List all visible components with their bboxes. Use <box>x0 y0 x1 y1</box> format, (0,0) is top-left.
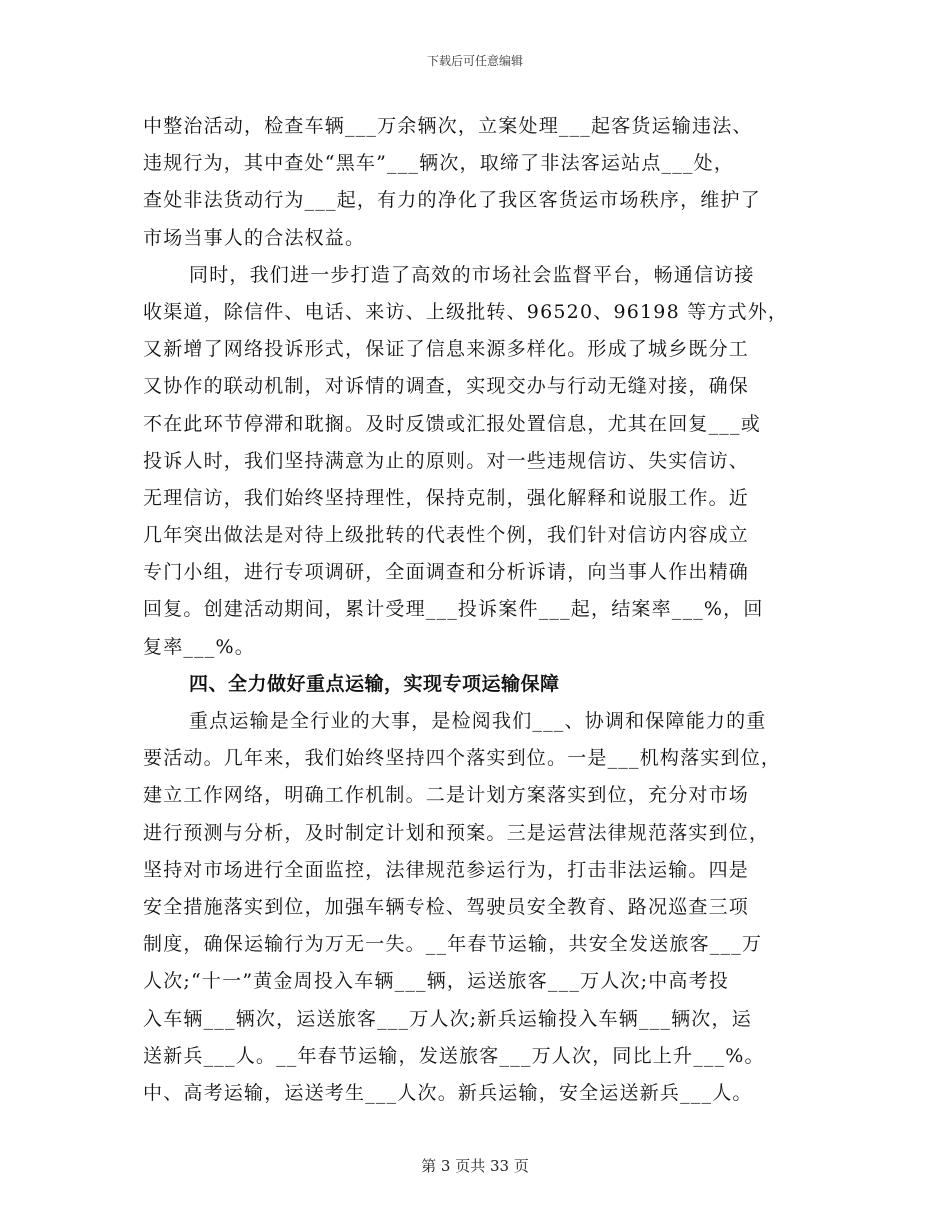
paragraph-line: 要活动。几年来，我们始终坚持四个落实到位。一是___机构落实到位， <box>143 747 782 770</box>
document-body <box>143 108 813 1112</box>
paragraph-line: 重点运输是全行业的大事，是检阅我们___、协调和保障能力的重 <box>189 710 767 732</box>
paragraph-line: 违规行为，其中查处“黑车”___辆次，取缔了非法客运站点___处， <box>143 152 735 175</box>
paragraph-line: 回复。创建活动期间，累计受理___投诉案件___起，结案率___%，回 <box>143 598 764 621</box>
paragraph-line: 中、高考运输，运送考生___人次。新兵运输，安全运送新兵___人。 <box>143 1081 753 1104</box>
paragraph-line: 制度，确保运输行为万无一失。__年春节运输，共安全发送旅客___万 <box>143 933 763 956</box>
paragraph-line: 无理信访，我们始终坚持理性，保持克制，强化解释和说服工作。近 <box>143 486 750 509</box>
paragraph-line: 专门小组，进行专项调研，全面调查和分析诉请，向当事人作出精确 <box>143 561 750 584</box>
paragraph-line: 坚持对市场进行全面监控，法律规范参运行为，打击非法运输。四是 <box>143 858 750 881</box>
paragraph-line: 又协作的联动机制，对诉情的调查，实现交办与行动无缝对接，确保 <box>143 375 750 398</box>
paragraph-line: 又新增了网络投诉形式，保证了信息来源多样化。形成了城乡既分工 <box>143 338 750 361</box>
paragraph-line: 投诉人时，我们坚持满意为止的原则。对一些违规信访、失实信访、 <box>143 449 750 472</box>
paragraph-line: 人次;“十一”黄金周投入车辆___辆，运送旅客___万人次;中高考投 <box>143 970 730 993</box>
paragraph-line: 建立工作网络，明确工作机制。二是计划方案落实到位，充分对市场 <box>143 784 750 807</box>
paragraph-line: 同时，我们进一步打造了高效的市场社会监督平台，畅通信访接 <box>189 263 755 286</box>
paragraph-line: 几年突出做法是对待上级批转的代表性个例，我们针对信访内容成立 <box>143 524 750 547</box>
paragraph-line: 收渠道，除信件、电话、来访、上级批转、96520、96198 等方式外， <box>143 300 789 323</box>
paragraph-line: 进行预测与分析，及时制定计划和预案。三是运营法律规范落实到位， <box>143 821 770 844</box>
paragraph-line: 送新兵___人。__年春节运输，发送旅客___万人次，同比上升___%。 <box>143 1044 765 1067</box>
paragraph-line: 查处非法货动行为___起，有力的净化了我区客货运市场秩序，维护了 <box>143 189 761 212</box>
paragraph-line: 中整治活动，检查车辆___万余辆次，立案处理___起客货运输违法、 <box>143 115 753 137</box>
paragraph-line: 入车辆___辆次，运送旅客___万人次;新兵运输投入车辆___辆次，运 <box>143 1007 752 1030</box>
section-heading: 四、全力做好重点运输，实现专项运输保障 <box>189 672 560 695</box>
page-header-note: 下载后可任意编辑 <box>426 54 523 68</box>
paragraph-line: 市场当事人的合法权益。 <box>143 226 366 249</box>
page-number-footer: 第 3 页共 33 页 <box>421 1157 529 1175</box>
paragraph-line: 安全措施落实到位，加强车辆专检、驾驶员安全教育、路况巡查三项 <box>143 895 750 918</box>
paragraph-line: 复率___%。 <box>143 635 255 658</box>
paragraph-line: 不在此环节停滞和耽搁。及时反馈或汇报处置信息，尤其在回复___或 <box>143 412 761 435</box>
